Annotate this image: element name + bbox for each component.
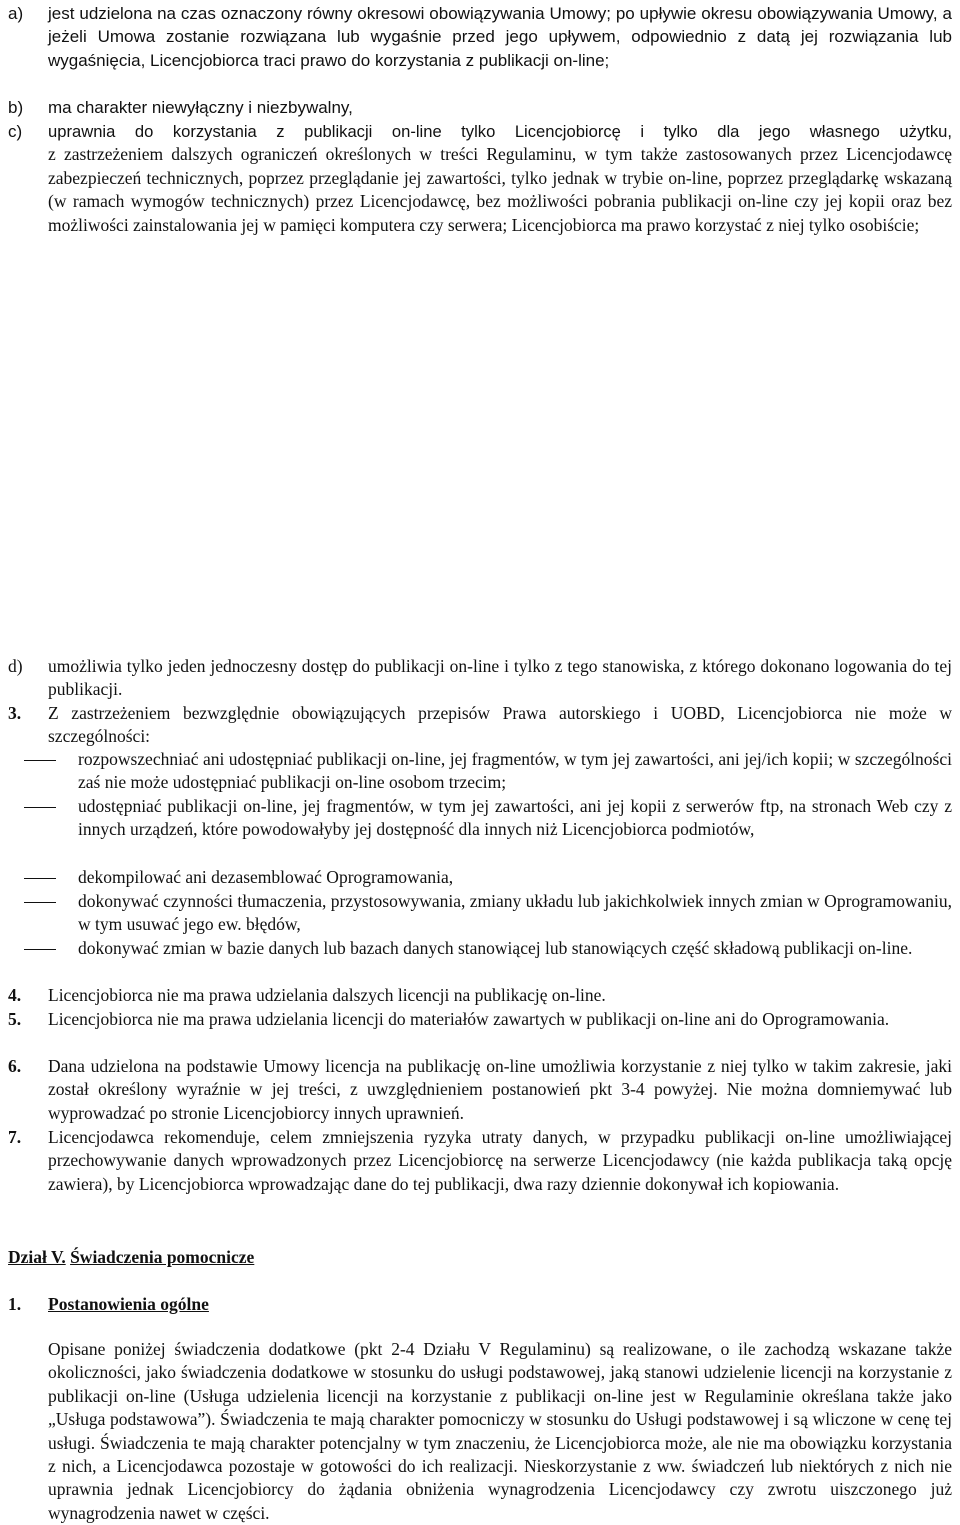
section-4: [0, 984, 960, 1007]
list-item-c: [0, 120, 960, 237]
section-3: [0, 702, 960, 749]
subsection-heading-1: [8, 1293, 948, 1316]
chapter-title: Świadczenia pomocnicze: [70, 1247, 255, 1267]
section-5: [0, 1008, 960, 1031]
list-item-b: [0, 96, 960, 119]
section-number: 5.: [8, 1009, 22, 1029]
section-7: [0, 1126, 960, 1196]
list-item-text-first: uprawnia do korzystania z publikacji on-line tylko Licencjobiorcę i tylko dla jego własnego użytku,: [48, 122, 952, 141]
chapter-label: Dział V.: [8, 1247, 66, 1267]
subsection-number: 1.: [8, 1294, 22, 1314]
section-intro: Z zastrzeżeniem bezwzględnie obowiązujących przepisów Prawa autorskiego i UOBD, Licencjobiorca nie może w szczególności:: [48, 703, 952, 747]
subsection-title: Postanowienia ogólne: [48, 1294, 209, 1314]
section-text: Dana udzielona na podstawie Umowy licencja na publikację on-line umożliwia korzystanie z niej tylko w takim zakresie, jaki został określony wyraźnie w jej treści, z uwzględnieniem postanowień pkt 3-4 powyżej. Nie można domniemywać lub wyprowadzać po stronie Licencjobiorcy innych uprawnień.: [48, 1056, 952, 1123]
restriction-item-4: [0, 890, 960, 937]
restriction-text: udostępniać publikacji on-line, jej fragmentów, w tym jej zawartości, ani jej kopii z serwerów ftp, na stronach Web czy z innych urządzeń, które powodowałyby jej dostępność dla innych niż Licencjobiorca podmiotów,: [78, 796, 952, 840]
section-number: 7.: [8, 1127, 22, 1147]
section-6: [0, 1055, 960, 1125]
list-item-a: [0, 2, 960, 72]
restriction-text: dokonywać zmian w bazie danych lub bazach danych stanowiącej lub stanowiących część składową publikacji on-line.: [78, 938, 913, 958]
restriction-text: rozpowszechniać ani udostępniać publikacji on-line, jej fragmentów, w tym jej zawartości, ani jej/ich kopii; w szczególności zaś nie może udostępniać publikacji on-line osobom trzecim;: [78, 749, 952, 793]
section-text: Licencjodawca rekomenduje, celem zmniejszenia ryzyka utraty danych, w przypadku publikacji on-line umożliwiającej przechowywanie danych wprowadzonych przez Licencjobiorcę na serwerze Licencjodawcy (nie każda publikacja taką opcję zawiera), by Licencjobiorca wprowadzając dane do tej publikacji, dwa razy dziennie dokonywał ich kopiowania.: [48, 1127, 952, 1194]
section-number: 3.: [8, 703, 22, 723]
chapter-heading: [8, 1246, 254, 1269]
section-number: 6.: [8, 1056, 22, 1076]
dash-marker: [24, 807, 56, 808]
restriction-item-1: [0, 748, 960, 795]
general-provisions-text: Opisane poniżej świadczenia dodatkowe (pkt 2-4 Działu V Regulaminu) są realizowane, o ile zachodzą wskazane także okoliczności, jako świadczenia dodatkowe w stosunku do usługi podstawowej, jaką stanowi udzielenie licencji na korzystanie z publikacji on-line (Usługa udzielenia licencji na korzystanie z publikacji on-line jest w Regulaminie określana także jako „Usługa podstawowa”). Świadczenia te mają charakter pomocniczy w stosunku do Usługi podstawowej i są wliczone w cenę tej usługi. Świadczenia te mają charakter potencjalny w tym znaczeniu, że Licencjobiorca może, ale nie ma obowiązku korzystania z nich, a Licencjodawca pozostaje w gotowości do ich realizacji. Nieskorzystanie z ww. świadczeń lub niektórych z nich nie uprawnia jednak Licencjobiorcy do żądania obniżenia wynagrodzenia Licencjodawcy czy zwrotu uiszczonego już wynagrodzenia nawet w części.: [48, 1339, 952, 1523]
list-item-text: umożliwia tylko jeden jednoczesny dostęp do publikacji on-line i tylko z tego stanowiska, z którego dokonano logowania do tej publikacji.: [48, 656, 952, 700]
list-marker: c): [8, 122, 23, 141]
list-item-text: ma charakter niewyłączny i niezbywalny,: [48, 98, 353, 117]
list-item-text: jest udzielona na czas oznaczony równy okresowi obowiązywania Umowy; po upływie okresu obowiązywania Umowy, a jeżeli Umowa zostanie rozwiązana lub wygaśnie przed jego upływem, odpowiednio z datą jej rozwiązania lub wygaśnięcia, Licencjobiorca traci prawo do korzystania z publikacji on-line;: [48, 4, 952, 70]
dash-marker: [24, 878, 56, 879]
section-number: 4.: [8, 985, 22, 1005]
list-marker: a): [8, 4, 24, 23]
list-item-text: z zastrzeżeniem dalszych ograniczeń określonych w treści Regulaminu, w tym także zastosowanych przez Licencjodawcę zabezpieczeń technicznych, poprzez przeglądanie jej zawartości, tylko jednak w trybie on-line, poprzez przeglądarkę wskazaną (w ramach wymogów technicznych) przez Licencjodawcę, bez możliwości pobrania publikacji on-line czy jej kopii oraz bez możliwości zainstalowania jej w pamięci komputera czy serwera; Licencjobiorca ma prawo korzystać z niej tylko osobiście;: [48, 144, 952, 235]
list-marker: d): [8, 656, 23, 676]
list-item-d: [0, 655, 960, 702]
dash-marker: [24, 902, 56, 903]
restriction-item-5: [0, 937, 960, 960]
list-marker: b): [8, 98, 24, 117]
section-text: Licencjobiorca nie ma prawa udzielania licencji do materiałów zawartych w publikacji on-line ani do Oprogramowania.: [48, 1009, 890, 1029]
restriction-item-2: [0, 795, 960, 842]
section-text: Licencjobiorca nie ma prawa udzielania dalszych licencji na publikację on-line.: [48, 985, 606, 1005]
restriction-text: dekompilować ani dezasemblować Oprogramowania,: [78, 867, 454, 887]
dash-marker: [24, 760, 56, 761]
restriction-item-3: [0, 866, 960, 889]
dash-marker: [24, 949, 56, 950]
restriction-text: dokonywać czynności tłumaczenia, przystosowywania, zmiany układu lub jakichkolwiek innych zmian w Oprogramowaniu, w tym usuwać jego ew. błędów,: [78, 891, 952, 935]
